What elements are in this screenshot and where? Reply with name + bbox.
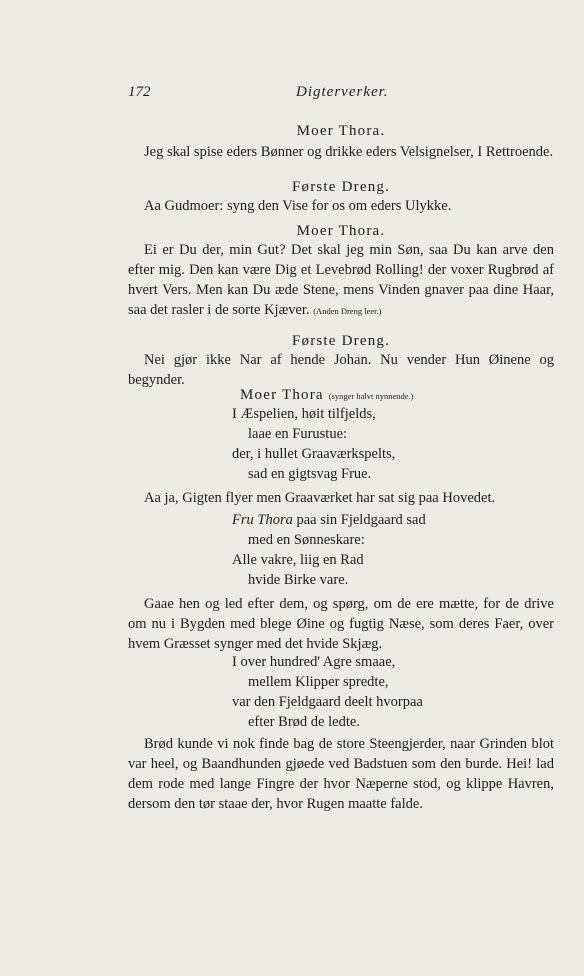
speech-paragraph: Nei gjør ikke Nar af hende Johan. Nu vender Hun Øinene og begynder.	[128, 352, 554, 388]
page-number: 172	[128, 84, 151, 100]
speaker-name: Moer Thora	[240, 387, 324, 403]
verse-line: Alle vakre, liig en Rad	[232, 552, 364, 568]
verse-line: der, i hullet Graaværkspelts,	[232, 446, 396, 462]
verse-stanza	[232, 652, 423, 732]
verse-line: hvide Birke vare.	[248, 572, 349, 588]
speaker-moer-thora	[240, 386, 414, 404]
verse-name-italic: Fru Thora	[232, 512, 293, 528]
stage-direction: (synger halvt nynnende.)	[328, 391, 414, 401]
verse-text: paa sin Fjeldgaard sad	[292, 512, 426, 528]
verse-line: efter Brød de ledte.	[248, 714, 360, 730]
verse-line: mellem Klipper spredte,	[248, 674, 389, 690]
verse-line	[232, 510, 426, 530]
verse-line: laae en Furustue:	[248, 426, 348, 442]
stage-direction: (Anden Dreng leer.)	[313, 306, 382, 316]
speech-paragraph: Brød kunde vi nok finde bag de store Steengjerder, naar Grinden blot var heel, og Baandhunden gjøede ved Badstuen som den burde. Hei! lad dem rode med lange Fingre der hvor Næperne stod, og klippe Havren, dersom den tør staae der, hvor Rugen maatte falde.	[128, 736, 554, 812]
speech-paragraph	[128, 240, 554, 321]
verse-line: I over hundred' Agre smaae,	[232, 654, 396, 670]
verse-line: I Æspelien, høit tilfjelds,	[232, 406, 376, 422]
verse-stanza	[232, 404, 395, 484]
speech-paragraph: Aa ja, Gigten flyer men Graaværket har sat sig paa Hovedet.	[144, 490, 496, 506]
speech-text: Ei er Du der, min Gut? Det skal jeg min Søn, saa Du kan arve den efter mig. Den kan være Dig et Levebrød Rolling! der voxer Rugbrød af hvert Vers. Men kan Du æde Stene, mens Vinden gnaver paa dine Haar, saa det rasler i de sorte Kjæver.	[128, 242, 554, 318]
verse-line: med en Sønneskare:	[248, 532, 365, 548]
speech-paragraph: Aa Gudmoer: syng den Vise for os om eders Ulykke.	[144, 198, 452, 214]
speech-paragraph: Jeg skal spise eders Bønner og drikke eders Velsignelser, I Rettroende.	[144, 144, 554, 160]
verse-stanza	[232, 510, 426, 590]
page-header	[128, 84, 554, 106]
speaker-forste-dreng: Første Dreng.	[291, 333, 391, 349]
speaker-moer-thora: Moer Thora.	[296, 223, 386, 239]
speaker-moer-thora: Moer Thora.	[296, 123, 386, 139]
running-title: Digterverker.	[296, 84, 389, 100]
verse-line: var den Fjeldgaard deelt hvorpaa	[232, 694, 423, 710]
verse-line: sad en gigtsvag Frue.	[248, 466, 372, 482]
speech-paragraph: Gaae hen og led efter dem, og spørg, om de ere mætte, for de drive om nu i Bygden med blege Øine og fugtig Næse, som deres Faer, over hvem Græsset synger med det hvide Skjæg.	[128, 596, 554, 652]
speaker-forste-dreng: Første Dreng.	[291, 179, 391, 195]
